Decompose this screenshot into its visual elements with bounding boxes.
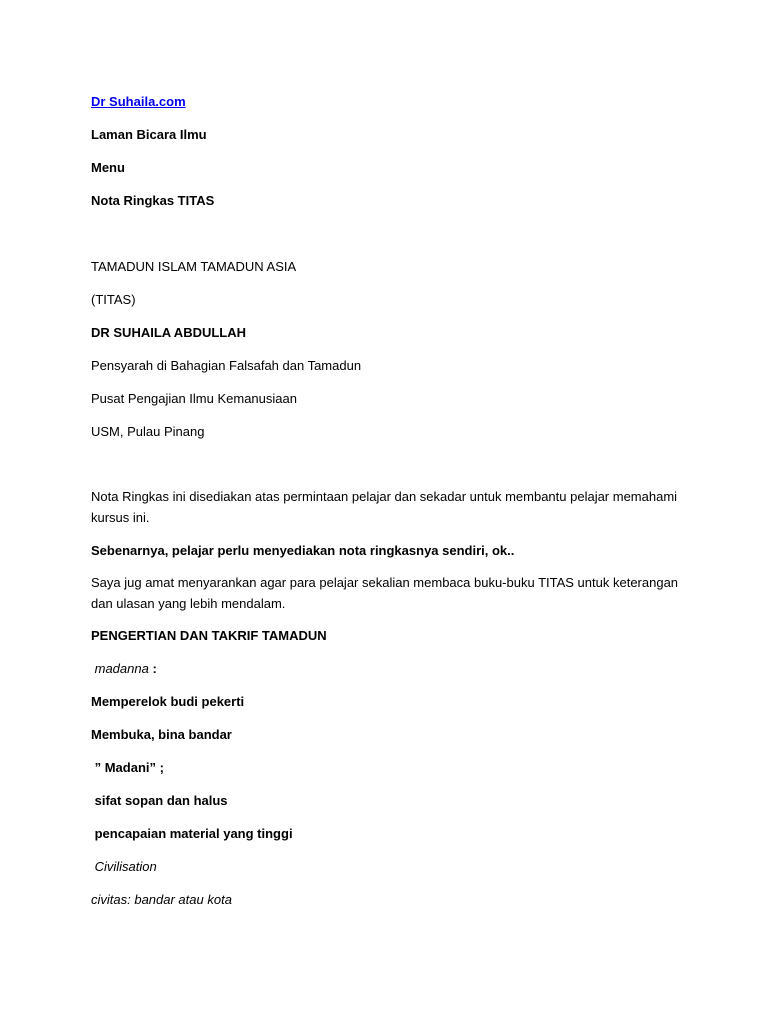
author-school: Pusat Pengajian Ilmu Kemanusiaan [91,391,297,406]
menu-label[interactable]: Menu [91,160,125,175]
author-university: USM, Pulau Pinang [91,424,205,439]
course-title: TAMADUN ISLAM TAMADUN ASIA [91,259,297,274]
intro-paragraph-2: Sebenarnya, pelajar perlu menyediakan nota ringkasnya sendiri, ok.. [91,543,515,558]
post-title: Nota Ringkas TITAS [91,193,215,208]
site-subtitle: Laman Bicara Ilmu [91,127,207,142]
term-madani: ” Madani” ; [91,760,164,775]
definition-2b: pencapaian material yang tinggi [91,826,293,841]
intro-paragraph-1: Nota Ringkas ini disediakan atas permintaan pelajar dan sekadar untuk membantu pelajar memahami kursus ini. [91,489,678,525]
course-abbrev: (TITAS) [91,292,136,307]
intro-paragraph-3: Saya jug amat menyarankan agar para pelajar sekalian membaca buku-buku TITAS untuk keterangan dan ulasan yang lebih mendalam. [91,575,679,611]
definition-1b: Membuka, bina bandar [91,727,232,742]
term-madanna-suffix: : [148,661,157,676]
section-heading: PENGERTIAN DAN TAKRIF TAMADUN [91,628,327,643]
term-madanna [91,658,691,679]
site-link[interactable]: Dr Suhaila.com [91,94,186,109]
author-name: DR SUHAILA ABDULLAH [91,325,247,340]
author-position: Pensyarah di Bahagian Falsafah dan Tamadun [91,358,362,373]
definition-3: civitas: bandar atau kota [91,892,232,907]
definition-1a: Memperelok budi pekerti [91,694,245,709]
term-civilisation: Civilisation [91,859,157,874]
definition-2a: sifat sopan dan halus [91,793,228,808]
header-block [91,91,691,112]
term-madanna-word: madanna [94,661,149,676]
